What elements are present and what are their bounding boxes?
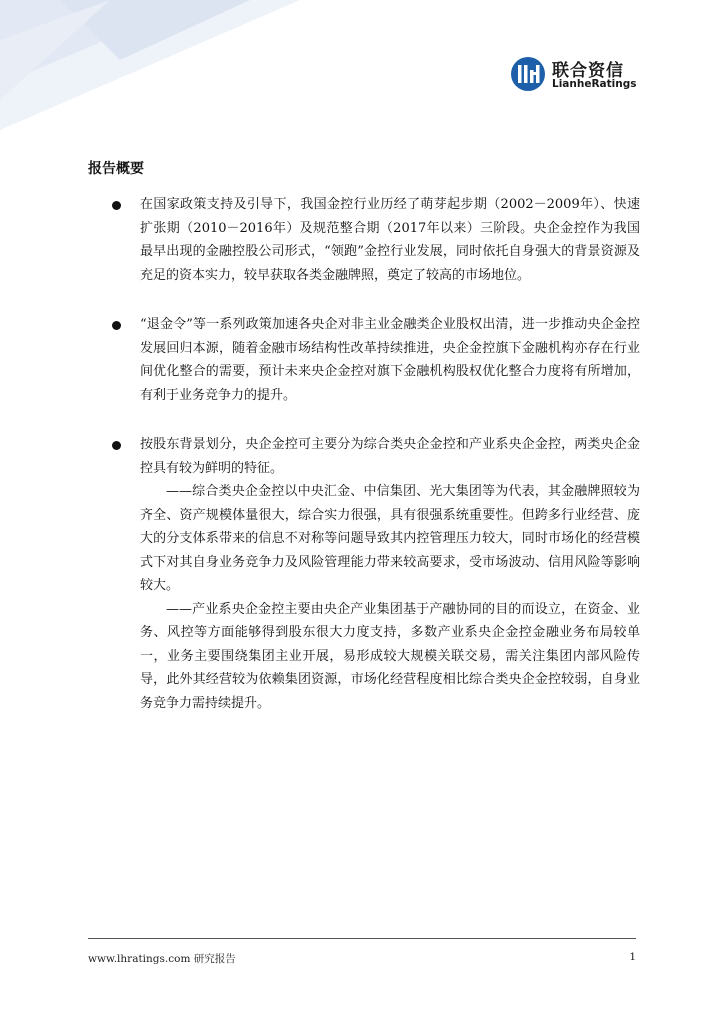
bullet-dot-icon: [112, 201, 121, 210]
sub-paragraph-comprehensive: ——综合类央企金控以中央汇金、中信集团、光大集团等为代表，其金融牌照较为齐全、资产规模体量很大，综合实力很强，具有很强系统重要性。但跨多行业经营、庞大的分支体系带来的信息不对称等问题导致其内控管理压力较大，同时市场化的经营模式下对其自身业务竞争力及风险管理能力带来较高要求，受市场波动、信用风险等影响较大。: [140, 484, 640, 593]
section-title: 报告概要: [88, 161, 144, 177]
bullet-dot-icon: [112, 321, 121, 330]
bullet-text: 按股东背景划分，央企金控可主要分为综合类央企金控和产业系央企金控，两类央企金控具有较为鲜明的特征。: [140, 437, 640, 476]
bullet-text: 在国家政策支持及引导下，我国金控行业历经了萌芽起步期（2002－2009年）、快速扩张期（2010－2016年）及规范整合期（2017年以来）三阶段。央企金控作为我国最早出现的金融控股公司形式，“领跑”金控行业发展，同时依托自身强大的背景资源及充足的资本实力，较早获取各类金融牌照，奠定了较高的市场地位。: [140, 197, 640, 283]
bullet-dot-icon: [112, 441, 121, 450]
bullet-item-3: [110, 433, 640, 715]
corner-decoration: [0, 0, 300, 130]
bullet-item-2: [110, 313, 640, 407]
logo-chinese-text: 联合资信: [552, 61, 624, 81]
lianhe-ratings-logo: [510, 56, 640, 96]
footer-website: www.lhratings.com 研究报告: [88, 953, 236, 965]
sub-paragraph-industrial: ——产业系央企金控主要由央企产业集团基于产融协同的目的而设立，在资金、业务、风控等方面能够得到股东很大力度支持，多数产业系央企金控金融业务布局较单一，业务主要围绕集团主业开展，易形成较大规模关联交易，需关注集团内部风险传导，此外其经营较为依赖集团资源，市场化经营程度相比综合类央企金控较弱，自身业务竞争力需持续提升。: [140, 601, 640, 711]
lianhe-logo-icon: [510, 56, 546, 92]
bullet-item-1: [110, 193, 640, 287]
logo-english-text: LianheRatings: [552, 78, 637, 90]
footer-divider: [88, 938, 636, 939]
bullet-text: “退金令”等一系列政策加速各央企对非主业金融类企业股权出清，进一步推动央企金控发展回归本源，随着金融市场结构性改革持续推进，央企金控旗下金融机构亦存在行业间优化整合的需要，预计未来央企金控对旗下金融机构股权优化整合力度将有所增加，有利于业务竞争力的提升。: [140, 317, 640, 403]
page-number: 1: [629, 951, 636, 963]
summary-bullet-list: [110, 193, 640, 741]
